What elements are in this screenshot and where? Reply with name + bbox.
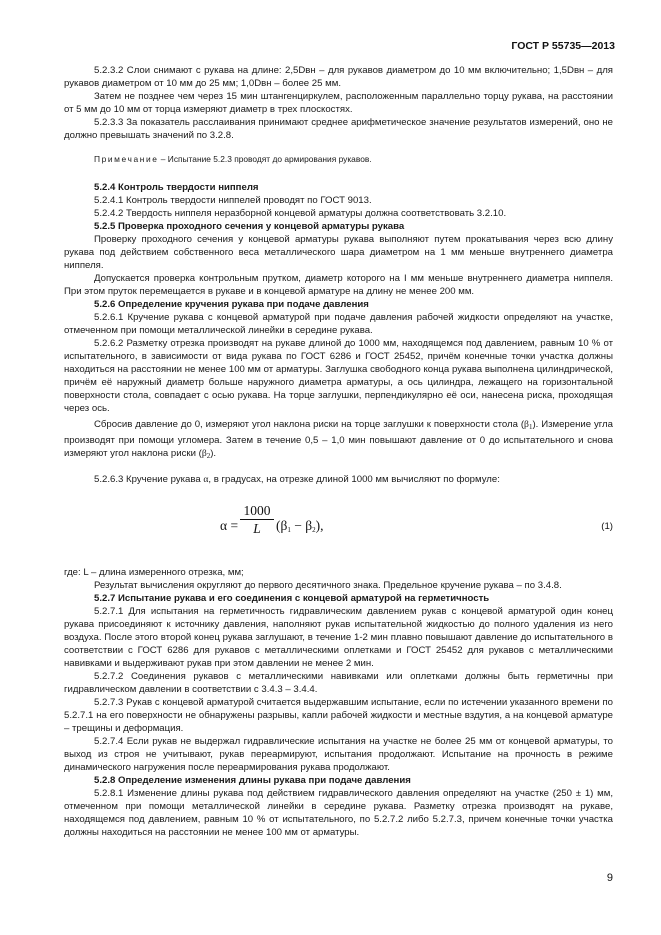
formula-1: [64, 498, 613, 558]
heading-5-2-8: 5.2.8 Определение изменения длины рукава при подаче давления: [94, 775, 411, 786]
paragraph-5-2-3-2: 5.2.3.2 Слои снимают с рукава на длине: 2,5Dвн – для рукавов диаметром до 10 мм включительно; 1,5Dвн – для рукавов диаметром от 10 мм до 25 мм; 1,0Dвн – более 25 мм.: [64, 65, 613, 89]
note: [64, 153, 613, 166]
beta2-symbol: $\beta_2$: [201, 448, 211, 460]
paragraph-5-2-5-a: Проверку проходного сечения у концевой арматуры рукава выполняют путем прокатывания через всю длину рукава под действием собственного веса металлического шара диаметром на 1 мм меньше внутреннего диаметра ниппеля.: [64, 234, 613, 271]
document-header: ГОСТ Р 55735—2013: [511, 40, 615, 52]
heading-5-2-6: 5.2.6 Определение кручения рукава при подаче давления: [94, 299, 369, 310]
paragraph-5-2-3-2-cont: Затем не позднее чем через 15 мин штангенциркулем, расположенным параллельно торцу рукава, на расстоянии от 5 мм до 10 мм от торца измеряют диаметр в трех плоскостях.: [64, 91, 613, 115]
formula-number: (1): [601, 521, 613, 532]
page-number: 9: [606, 872, 613, 884]
note-text: – Испытание 5.2.3 проводят до армирования рукавов.: [158, 154, 372, 164]
paragraph-5-2-7-3: 5.2.7.3 Рукав с концевой арматурой считается выдержавшим испытание, если по истечении указанного времени по 5.2.7.1 на его поверхности не обнаружены разрывы, капли рабочей жидкости и местные вздутия, а на концевой арматуре – трещины и деформация.: [64, 697, 613, 734]
heading-5-2-5: 5.2.5 Проверка проходного сечения у концевой арматуры рукава: [94, 221, 405, 232]
result-rounding: Результат вычисления округляют до первого десятичного знака. Предельное кручение рукава – по 3.4.8.: [94, 580, 562, 591]
paragraph-5-2-6-2-angle: Сбросив давление до 0, измеряют угол наклона риски на торце заглушки к поверхности стола $(\beta_1)$. Измерение угла производят при помощи угломера. Затем в течение 0,5 – 1,0 мин повышают давление от 0 до испытательного и снова измеряют угол наклона риски $(\beta_2)$.: [64, 419, 613, 460]
beta1-symbol: $\beta_1$: [524, 419, 533, 431]
paragraph-5-2-5-b: Допускается проверка контрольным прутком, диаметр которого на I мм меньше внутреннего диаметра ниппеля. При этом пруток перемещается в рукаве и в концевой арматуре на длину не менее 200 мм.: [64, 273, 613, 297]
formula-where: где: L – длина измеренного отрезка, мм;: [64, 567, 244, 578]
page-body: [64, 64, 613, 839]
formula-rhs: $(\beta_1 - \beta_2)$,: [276, 518, 324, 534]
note-label: Примечание: [94, 154, 159, 164]
paragraph-5-2-7-1: 5.2.7.1 Для испытания на герметичность гидравлическим давлением рукав с концевой арматурой один конец рукава присоединяют к источнику давления, наполняют рукав испытательной жидкостью до полного удаления из него воздуха. После этого второй конец рукава заглушают, в течение 1-2 мин плавно повышают давление до испытательного в соответствии с ГОСТ 6286 для рукавов с металлическими оплетками и ГОСТ 25452 для рукавов с металлическими навивками и выдерживают рукав при этом давлении не менее 2 мин.: [64, 606, 613, 669]
paragraph-5-2-7-4: 5.2.7.4 Если рукав не выдержал гидравлические испытания на участке не более 25 мм от концевой арматуры, то выход из строя не учитывают, рукав переармируют, испытания продолжают. Испытание на прочность в режиме динамического нагружения после переармирования рукава продолжают.: [64, 736, 613, 773]
formula-denominator: L: [253, 521, 261, 536]
paragraph-5-2-8-1: 5.2.8.1 Изменение длины рукава под действием гидравлического давления определяют на участке (250 ± 1) мм, отмеченном при помощи металлической линейки в середине рукава. Разметку отрезка производят на рукаве, находящемся под давлением, равным 10 % от испытательного, по 5.2.7.2 либо 5.2.7.3, причем конечные точки участка должны находиться на расстоянии не менее 100 мм от арматуры.: [64, 788, 613, 838]
paragraph-5-2-4-1: 5.2.4.1 Контроль твердости ниппелей проводят по ГОСТ 9013.: [94, 195, 372, 206]
formula-numerator: 1000: [240, 504, 274, 520]
paragraph-5-2-6-2: 5.2.6.2 Разметку отрезка производят на рукаве длиной до 1000 мм, находящемся под давлением, равным 10 % от испытательного, в зависимости от вида рукава по ГОСТ 6286 и ГОСТ 25452, причём конечные точки участка должны находиться на расстоянии не менее 100 мм от арматуры. Заглушка свободного конца рукава выполнена цилиндрической, причём её наружный диаметр больше наружного диаметра арматуры, а ось цилиндра, лежащего на горизонтальной поверхности стола, совпадает с осью рукава. На торце заглушки, перпендикулярно её оси, нанесена риска, проходящая через ось.: [64, 338, 613, 414]
paragraph-5-2-4-2: 5.2.4.2 Твердость ниппеля неразборной концевой арматуры должна соответствовать 3.2.10.: [94, 208, 507, 219]
alpha-symbol: α: [203, 474, 209, 485]
formula-fraction: [240, 504, 274, 535]
paragraph-5-2-6-1: 5.2.6.1 Кручение рукава с концевой арматурой при подаче давления рабочей жидкости определяют на участке, отмеченном при помощи металлической линейки в середине рукава.: [64, 312, 613, 336]
paragraph-5-2-7-2: 5.2.7.2 Соединения рукавов с металлическими навивками или оплетками должны быть герметичны при гидравлическом давлении в соответствии с 3.4.3 – 3.4.4.: [64, 671, 613, 695]
paragraph-5-2-3-3: 5.2.3.3 За показатель расслаивания принимают среднее арифметическое значение результатов измерений, оно не должно превышать значений по 3.2.8.: [64, 117, 613, 141]
formula-lhs: α =: [220, 518, 239, 533]
heading-5-2-4: 5.2.4 Контроль твердости ниппеля: [94, 182, 259, 193]
heading-5-2-7: 5.2.7 Испытание рукава и его соединения с концевой арматурой на герметичность: [94, 593, 490, 604]
paragraph-5-2-6-3: 5.2.6.3 Кручение рукава α, в градусах, на отрезке длиной 1000 мм вычисляют по формуле:: [94, 474, 500, 485]
